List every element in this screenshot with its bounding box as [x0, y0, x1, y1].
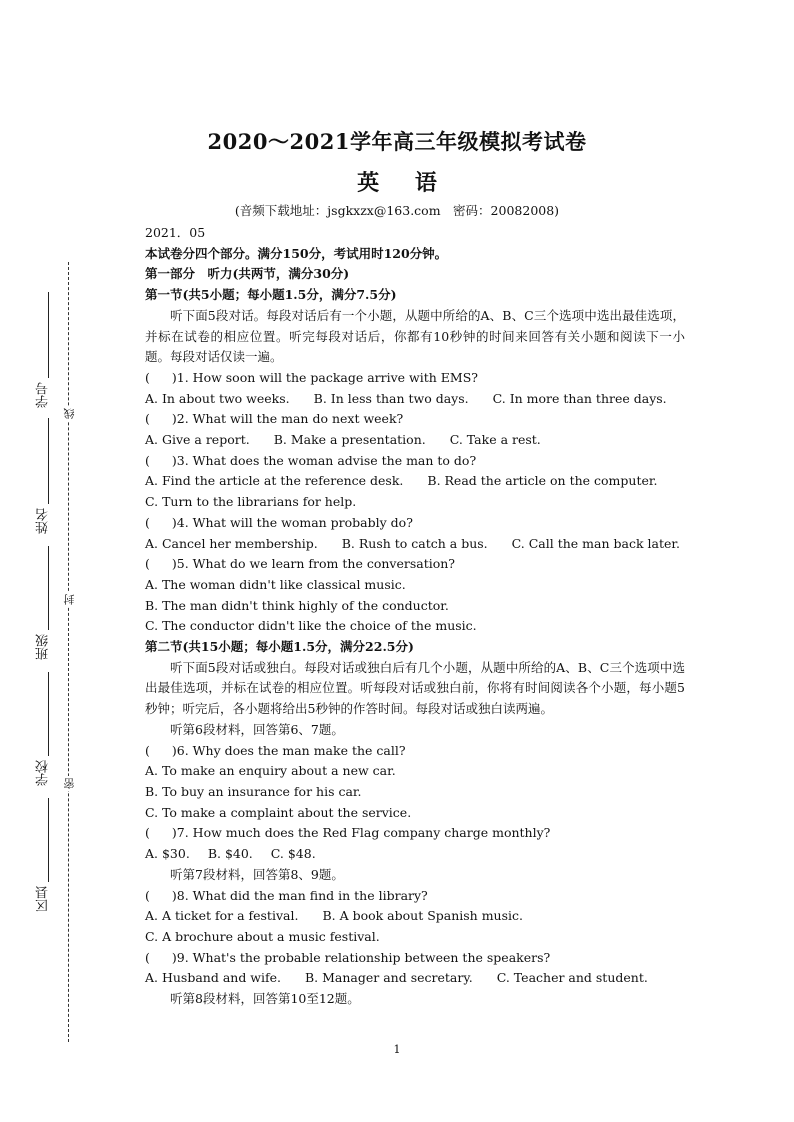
seal-char-secret: 密: [63, 778, 76, 789]
option-b: B. Manager and secretary.: [305, 970, 473, 986]
option-b: B. Rush to catch a bus.: [341, 535, 488, 551]
option-a: A. To make an enquiry about a new car.: [145, 763, 396, 779]
question-stem: )5. What do we learn from the conversation?: [171, 556, 456, 572]
exam-intro: 本试卷分四个部分。满分150分，考试用时120分钟。: [145, 245, 448, 261]
answer-paren: (: [145, 825, 150, 841]
class-label: 班级: [36, 634, 51, 660]
seal-char-seal: 封: [63, 594, 76, 605]
class-blank-line: [48, 546, 49, 630]
section1-heading: 第一节(共5小题；每小题1.5分，满分7.5分): [145, 287, 397, 303]
option-b: B. The man didn't think highly of the conductor.: [145, 597, 449, 613]
answer-paren: (: [145, 369, 150, 385]
answer-paren: (: [145, 887, 150, 903]
question-8: [145, 886, 685, 907]
option-c: C. Teacher and student.: [496, 970, 648, 986]
option-c: C. To make a complaint about the service.: [145, 804, 412, 820]
answer-paren: (: [145, 556, 150, 572]
section2-instructions: 听下面5段对话或独白。每段对话或独白后有几个小题，从题中所给的A、B、C三个选项中选出最佳选项，并标在试卷的相应位置。听每段对话或独白前，你将有时间阅读各个小题，每小题5秒钟；听完后，各小题将给出5秒钟的作答时间。每段对话或独白读两遍。: [145, 659, 685, 717]
question-2: [145, 409, 685, 430]
option-b: B. A book about Spanish music.: [322, 908, 523, 924]
answer-paren: (: [145, 411, 150, 427]
question-4-options: [145, 534, 685, 555]
option-c: C. A brochure about a music festival.: [145, 928, 380, 944]
option-c: C. The conductor didn't like the choice of the music.: [145, 618, 477, 634]
question-3-options: [145, 471, 685, 492]
answer-paren: (: [145, 514, 150, 530]
question-4: [145, 513, 685, 534]
option-a: A. Give a report.: [145, 432, 250, 448]
district-blank-line: [48, 798, 49, 882]
material-7-note: 听第7段材料，回答第8、9题。: [170, 866, 344, 882]
question-5: [145, 554, 685, 575]
option-a: A. Find the article at the reference desk.: [145, 473, 404, 489]
question-8-options: [145, 906, 685, 927]
option-c: C. Take a rest.: [449, 432, 541, 448]
seal-dashed-line: [68, 262, 69, 1042]
question-1: [145, 368, 685, 389]
option-c: C. $48.: [270, 846, 316, 862]
section2-heading: 第二节(共15小题；每小题1.5分，满分22.5分): [145, 639, 414, 655]
option-c: C. Turn to the librarians for help.: [145, 494, 357, 510]
option-b: B. $40.: [207, 846, 253, 862]
subject-title: 英 语: [357, 170, 437, 196]
question-9-options: [145, 968, 685, 989]
question-7: [145, 823, 685, 844]
section1-instructions: 听下面5段对话。每段对话后有一个小题，从题中所给的A、B、C三个选项中选出最佳选项，并标在试卷的相应位置。听完每段对话后，你都有10秒钟的时间来回答有关小题和阅读下一小题。每段对话仅读一遍。: [145, 307, 685, 365]
question-stem: )4. What will the woman probably do?: [171, 514, 413, 530]
exam-date: 2021．05: [145, 225, 206, 240]
option-a: A. Husband and wife.: [145, 970, 281, 986]
answer-paren: (: [145, 452, 150, 468]
question-2-options: [145, 430, 685, 451]
question-stem: )8. What did the man find in the library?: [171, 887, 428, 903]
school-blank-line: [48, 672, 49, 756]
question-stem: )6. Why does the man make the call?: [171, 742, 406, 758]
option-b: B. Read the article on the computer.: [427, 473, 658, 489]
school-label: 学校: [36, 760, 51, 786]
option-a: A. In about two weeks.: [145, 390, 290, 406]
seal-char-line: 线: [63, 408, 76, 419]
option-a: A. $30.: [145, 846, 190, 862]
name-blank-line: [48, 418, 49, 504]
material-8-note: 听第8段材料，回答第10至12题。: [170, 991, 360, 1007]
question-stem: )1. How soon will the package arrive with EMS?: [171, 369, 478, 385]
option-a: A. The woman didn't like classical music.: [145, 576, 406, 592]
exam-content: [145, 223, 685, 1010]
question-stem: )9. What's the probable relationship between the speakers?: [171, 949, 551, 965]
question-stem: )2. What will the man do next week?: [171, 411, 404, 427]
option-c: C. Call the man back later.: [511, 535, 680, 551]
district-label: 区县: [36, 886, 51, 912]
student-id-label: 学号: [36, 382, 51, 408]
question-3: [145, 451, 685, 472]
student-id-blank-line: [48, 292, 49, 378]
question-stem: )3. What does the woman advise the man to do?: [171, 452, 477, 468]
option-b: B. Make a presentation.: [273, 432, 426, 448]
answer-paren: (: [145, 742, 150, 758]
page-number: 1: [393, 1043, 401, 1056]
option-a: A. Cancel her membership.: [145, 535, 318, 551]
part1-heading: 第一部分 听力(共两节，满分30分): [145, 266, 350, 282]
answer-paren: (: [145, 949, 150, 965]
question-stem: )7. How much does the Red Flag company charge monthly?: [171, 825, 551, 841]
audio-download-info: (音频下载地址：jsgkxzx@163.com 密码：20082008): [234, 203, 560, 218]
option-b: B. To buy an insurance for his car.: [145, 783, 362, 799]
option-b: B. In less than two days.: [313, 390, 469, 406]
material-6-note: 听第6段材料，回答第6、7题。: [170, 721, 344, 737]
question-9: [145, 948, 685, 969]
question-7-options: [145, 844, 685, 865]
option-c: C. In more than three days.: [492, 390, 667, 406]
question-1-options: [145, 389, 685, 410]
question-6: [145, 741, 685, 762]
exam-title: 2020～2021学年高三年级模拟考试卷: [207, 129, 587, 154]
option-a: A. A ticket for a festival.: [145, 908, 299, 924]
name-label: 姓名: [36, 508, 51, 534]
